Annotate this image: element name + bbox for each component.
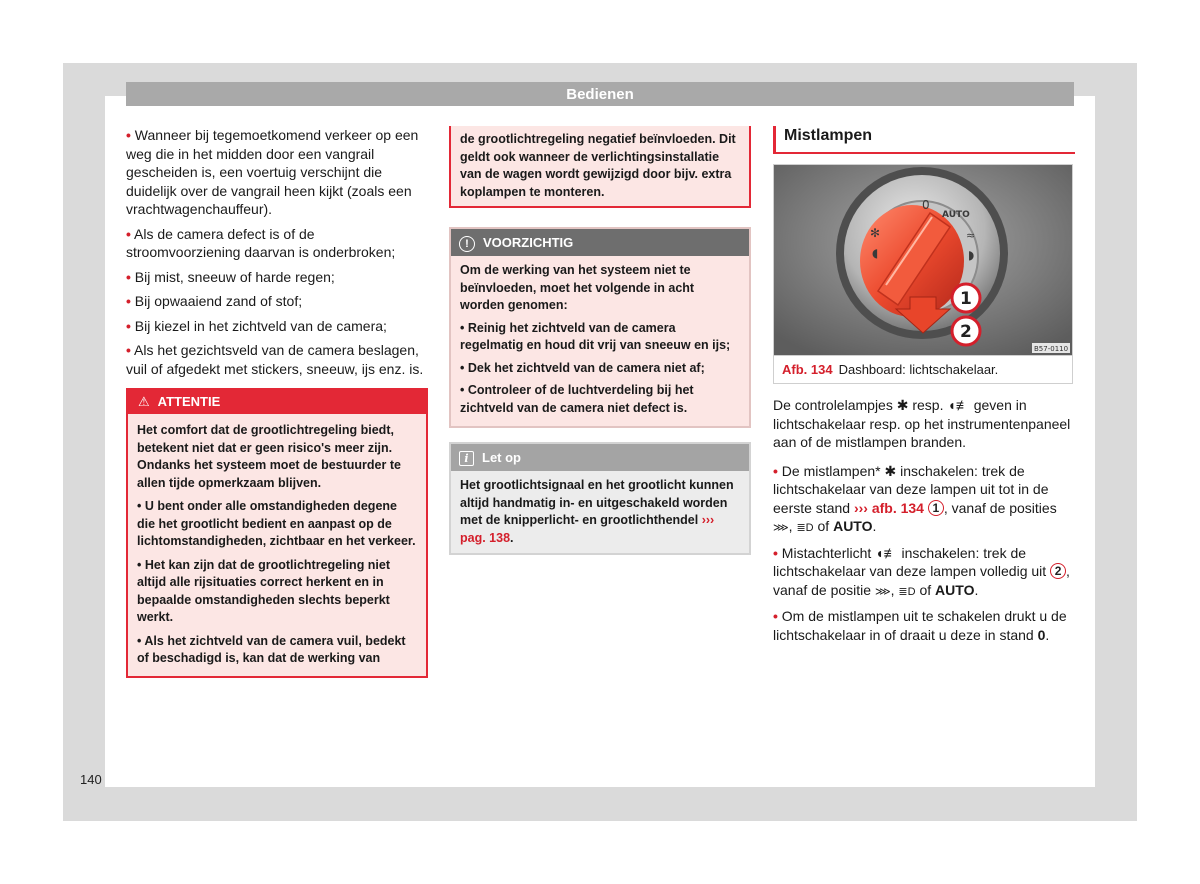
column-right bbox=[773, 126, 1075, 644]
callout-1: 1 bbox=[960, 289, 972, 309]
switch-label-zero: 0 bbox=[922, 198, 930, 212]
caution-intro: Om de werking van het systeem niet te beïnvloeden, moet het volgende in acht worden genomen: bbox=[460, 263, 695, 312]
attention-box bbox=[126, 388, 428, 678]
section-body bbox=[773, 396, 1075, 644]
page-frame-bottom bbox=[63, 787, 1137, 821]
figure-caption: Afb. 134 Dashboard: lichtschakelaar. bbox=[774, 355, 1072, 383]
page-number: 140 bbox=[80, 772, 102, 787]
caution-item: • Dek het zichtveld van de camera niet af; bbox=[460, 360, 705, 375]
attention-body bbox=[128, 414, 426, 676]
attention-continuation: de grootlichtregeling negatief beïnvloeden. Dit geldt ook wanneer de verlichtingsinstallatie van de wagen wordt gewijzigd door bijv. extra koplampen te monteren. bbox=[449, 126, 751, 208]
list-item: • Als het gezichtsveld van de camera beslagen, vuil of afgedekt met stickers, sneeuw, ijs enz. is. bbox=[126, 342, 424, 377]
list-item: • Bij kiezel in het zichtveld van de camera; bbox=[126, 317, 387, 334]
svg-text:✻: ✻ bbox=[870, 226, 881, 240]
attention-item: • Als het zichtveld van de camera vuil, bedekt of beschadigd is, kan dat de werking van bbox=[137, 633, 406, 665]
note-box bbox=[449, 442, 751, 555]
list-item: • Mistachterlicht ◖≢ inschakelen: trek de lichtschakelaar van deze lampen volledig uit 2 , vanaf de positie ⋙, ≣D of AUTO. bbox=[773, 544, 1070, 598]
svg-text:◗: ◗ bbox=[968, 248, 975, 262]
switch-label-auto: AUTO bbox=[942, 210, 970, 220]
page-reference-link[interactable]: pag. 138 bbox=[460, 530, 511, 545]
page-frame-left bbox=[63, 63, 105, 821]
exclamation-circle-icon: ! bbox=[459, 236, 475, 252]
warning-triangle-icon: ⚠ bbox=[138, 394, 150, 409]
figure bbox=[773, 164, 1073, 384]
callout-2: 2 bbox=[960, 322, 972, 342]
list-item: • Als de camera defect is of de stroomvoorziening daarvan is onderbroken; bbox=[126, 225, 396, 260]
column-middle bbox=[449, 126, 751, 555]
attention-item: • U bent onder alle omstandigheden degene die het grootlicht bedient en aanpast op de lichtomstandigheden, zichtbaar en het verkeer. bbox=[137, 499, 416, 548]
caution-body bbox=[451, 256, 749, 426]
attention-intro: Het comfort dat de grootlichtregeling biedt, betekent niet dat er geen risico's meer zijn. Ondanks het systeem moet de bestuurder te allen tijde opmerkzaam blijven. bbox=[137, 423, 401, 490]
light-switch-image bbox=[774, 165, 1072, 355]
rear-fog-lamp-icon: ◖≢ bbox=[947, 397, 970, 413]
figure-reference-link[interactable]: afb. 134 bbox=[871, 499, 924, 516]
list-item: • Bij mist, sneeuw of harde regen; bbox=[126, 268, 335, 285]
list-item: • Bij opwaaiend zand of stof; bbox=[126, 293, 303, 309]
paragraph: De controlelampjes ⁠✱ resp. ◖≢ geven in lichtschakelaar resp. op het instrumentenpaneel aan of de mistlampen branden. bbox=[773, 397, 1071, 450]
caution-box bbox=[449, 227, 751, 428]
column-left bbox=[126, 126, 428, 678]
attention-item: • Het kan zijn dat de grootlichtregeling niet altijd alle rijsituaties correct herkent en in bepaalde omstandigheden slechts beperkt werkt. bbox=[137, 557, 391, 624]
caution-item: • Reinig het zichtveld van de camera regelmatig en houd dit vrij van sneeuw en ijs; bbox=[460, 320, 731, 352]
caution-item: • Controleer of de luchtverdeling bij het zichtveld van de camera niet defect is. bbox=[460, 383, 694, 415]
low-beam-icon: ≣D bbox=[796, 522, 814, 534]
attention-header: ⚠ ATTENTIE bbox=[128, 390, 426, 414]
front-fog-lamp-icon: ⁠✱ bbox=[896, 397, 909, 413]
list-item: • De mistlampen* ✱ inschakelen: trek de lichtschakelaar van deze lampen uit tot in de eerste stand ››› afb. 134 1 , vanaf de posities ⋙, ≣D of AUTO. bbox=[773, 462, 1057, 534]
rear-fog-lamp-icon: ◖≢ bbox=[875, 544, 898, 561]
low-beam-icon: ≣D bbox=[898, 585, 916, 598]
list-item: • Om de mistlampen uit te schakelen drukt u de lichtschakelaar in of draait u deze in stand 0. bbox=[773, 608, 1067, 643]
page-frame-right bbox=[1095, 63, 1137, 821]
figure-code: B57-0110 bbox=[1034, 345, 1069, 353]
parking-light-icon: ⋙ bbox=[773, 522, 789, 534]
list-item: • Wanneer bij tegemoetkomend verkeer op een weg die in het midden door een vangrail gescheiden is, een voertuig verschijnt die duidelijk over de vangrail heen kijkt (zoals een vrachtwagenchauffeur). bbox=[126, 127, 419, 217]
svg-text:≈: ≈ bbox=[966, 229, 976, 242]
parking-light-icon: ⋙ bbox=[874, 585, 891, 598]
note-header: i Let op bbox=[451, 444, 749, 471]
section-title: Mistlampen bbox=[773, 126, 1075, 154]
callout-2-marker: 2 bbox=[1050, 563, 1066, 579]
info-icon: i bbox=[459, 451, 474, 466]
caution-header: ! VOORZICHTIG bbox=[451, 229, 749, 256]
chapter-header: Bedienen bbox=[126, 82, 1074, 106]
note-body: Het grootlichtsignaal en het grootlicht kunnen altijd handmatig in- en uitgeschakeld worden met de knipperlicht- en grootlichthendel ››› pag. 138. bbox=[460, 478, 734, 545]
svg-text:◖: ◖ bbox=[872, 246, 879, 260]
callout-1-marker: 1 bbox=[928, 500, 944, 516]
bullet-list bbox=[126, 126, 428, 378]
front-fog-lamp-icon: ✱ bbox=[884, 462, 897, 479]
